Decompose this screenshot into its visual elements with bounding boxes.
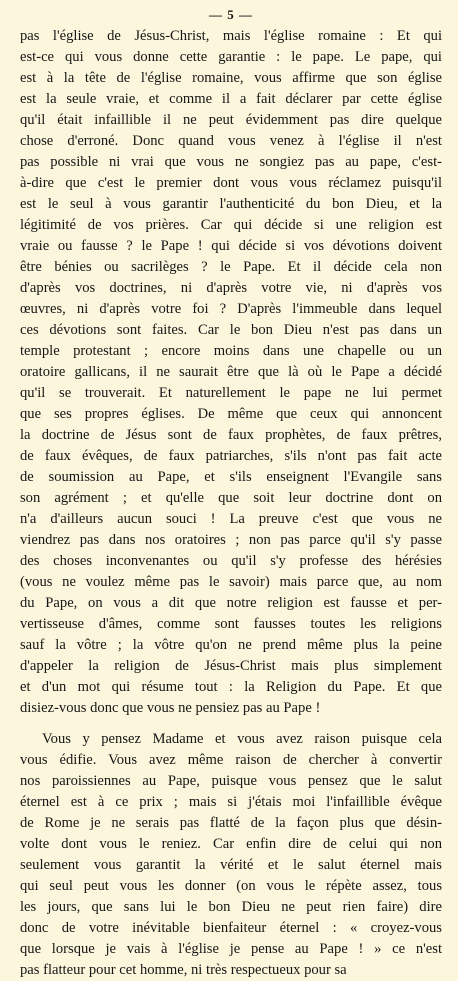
text-line: est à la tête de l'église romaine, vous affirme que son église — [20, 70, 442, 86]
text-line: n'a d'ailleurs aucun souci ! La preuve c'est que vous ne — [20, 511, 442, 527]
text-line: est-ce qui vous donne cette garantie : le pape. Le pape, qui — [20, 49, 442, 65]
text-line: seulement vous garantit la vérité et le salut éternel mais — [20, 857, 442, 873]
text-line: les jours, que sans lui le bon Dieu ne peut rien faire) dire — [20, 899, 442, 915]
text-line: de faux évêques, de faux patriarches, s'ils n'ont pas fait acte — [20, 448, 442, 464]
text-line: éternel est à ce prix ; mais si j'étais moi l'infaillible évêque — [20, 794, 442, 810]
text-line: chose d'erroné. Donc quand vous venez à l'église il n'est — [20, 133, 442, 149]
text-line: que ses propres églises. De même que ceux qui annoncent — [20, 406, 442, 422]
text-line: pas possible ni vrai que vous ne songiez pas au pape, c'est- — [20, 154, 442, 170]
text-line: disiez-vous donc que vous ne pensiez pas au Pape ! — [20, 700, 321, 716]
paragraph-2 — [20, 729, 442, 981]
page-number: — 5 — — [209, 7, 253, 22]
text-line: donc de votre inévitable bienfaiteur éternel : « croyez-vous — [20, 920, 442, 936]
text-line: d'appeler la religion de Jésus-Christ mais plus simplement — [20, 658, 442, 674]
text-line: est le seul à vous garantir l'authenticité du bon Dieu, et la — [20, 196, 442, 212]
text-line: viendrez pas dans nos oratoires ; non pas parce qu'il s'y passe — [20, 532, 442, 548]
text-line: sauf la vôtre ; la vôtre qu'on ne prend même plus la peine — [20, 637, 442, 653]
text-line: pas l'église de Jésus-Christ, mais l'église romaine : Et qui — [20, 28, 442, 44]
text-line: est la seule vraie, et comme il a fait déclarer par cette église — [20, 91, 442, 107]
text-line: son agrément ; et qu'elle que soit leur doctrine dont on — [20, 490, 442, 506]
text-line: de soumission au Pape, et s'ils enseignent l'Evangile sans — [20, 469, 442, 485]
text-line: qu'il se trouverait. Et naturellement le pape ne lui permet — [20, 385, 442, 401]
text-line: de Rome je ne serais pas flatté de la façon plus que désin- — [20, 815, 442, 831]
text-line: des choses inconvenantes ou qu'il s'y professe des hérésies — [20, 553, 442, 569]
text-line: Vous y pensez Madame et vous avez raison puisque cela — [42, 731, 442, 747]
text-line: œuvres, ni d'après votre foi ? D'après l'immeuble dans lequel — [20, 301, 442, 317]
text-line: à-dire que c'est le premier dont vous vous réclamez puisqu'il — [20, 175, 442, 191]
text-line: nos paroissiennes au Pape, puisque vous pensez que le salut — [20, 773, 442, 789]
text-line: du Pape, on vous a dit que notre religion est fausse et per- — [20, 595, 442, 611]
text-line: qui seul peut vous les donner (on vous le répète assez, tous — [20, 878, 442, 894]
text-line: vous édifie. Vous avez même raison de chercher à convertir — [20, 752, 442, 768]
text-line: légitimité de vos prières. Car qui décide si une religion est — [20, 217, 442, 233]
text-line: être bénies ou sacrilèges ? le Pape. Et il décide cela non — [20, 259, 442, 275]
text-line: ces dévotions sont faites. Car le bon Dieu n'est pas dans un — [20, 322, 442, 338]
text-line: temple protestant ; encore moins dans une chapelle ou un — [20, 343, 442, 359]
text-line: pas flatteur pour cet homme, ni très respectueux pour sa — [20, 962, 347, 978]
text-line: volte dont vous le reniez. Car enfin dire de celui qui non — [20, 836, 442, 852]
paragraph-1 — [20, 26, 442, 719]
text-line: qu'il était infaillible il ne peut évidemment pas dire quelque — [20, 112, 442, 128]
text-line: la doctrine de Jésus sont de faux prophètes, de faux prêtres, — [20, 427, 442, 443]
text-line: que lorsque je vais à l'église je pense au Pape ! » ce n'est — [20, 941, 442, 957]
text-line: oratoire gallicans, il ne saurait être que là où le Pape a décidé — [20, 364, 442, 380]
text-line: vraie ou fausse ? le Pape ! qui décide si vos dévotions doivent — [20, 238, 442, 254]
text-line: d'après vos doctrines, ni d'après votre vie, ni d'après vos — [20, 280, 442, 296]
text-line: et d'un mot qui résume tout : la Religion du Pape. Et que — [20, 679, 442, 695]
text-line: (vous ne voulez même pas le savoir) mais parce que, au nom — [20, 574, 442, 590]
paragraph-gap — [20, 719, 442, 729]
text-line: vertisseuse d'âmes, comme sont fausses toutes les religions — [20, 616, 442, 632]
